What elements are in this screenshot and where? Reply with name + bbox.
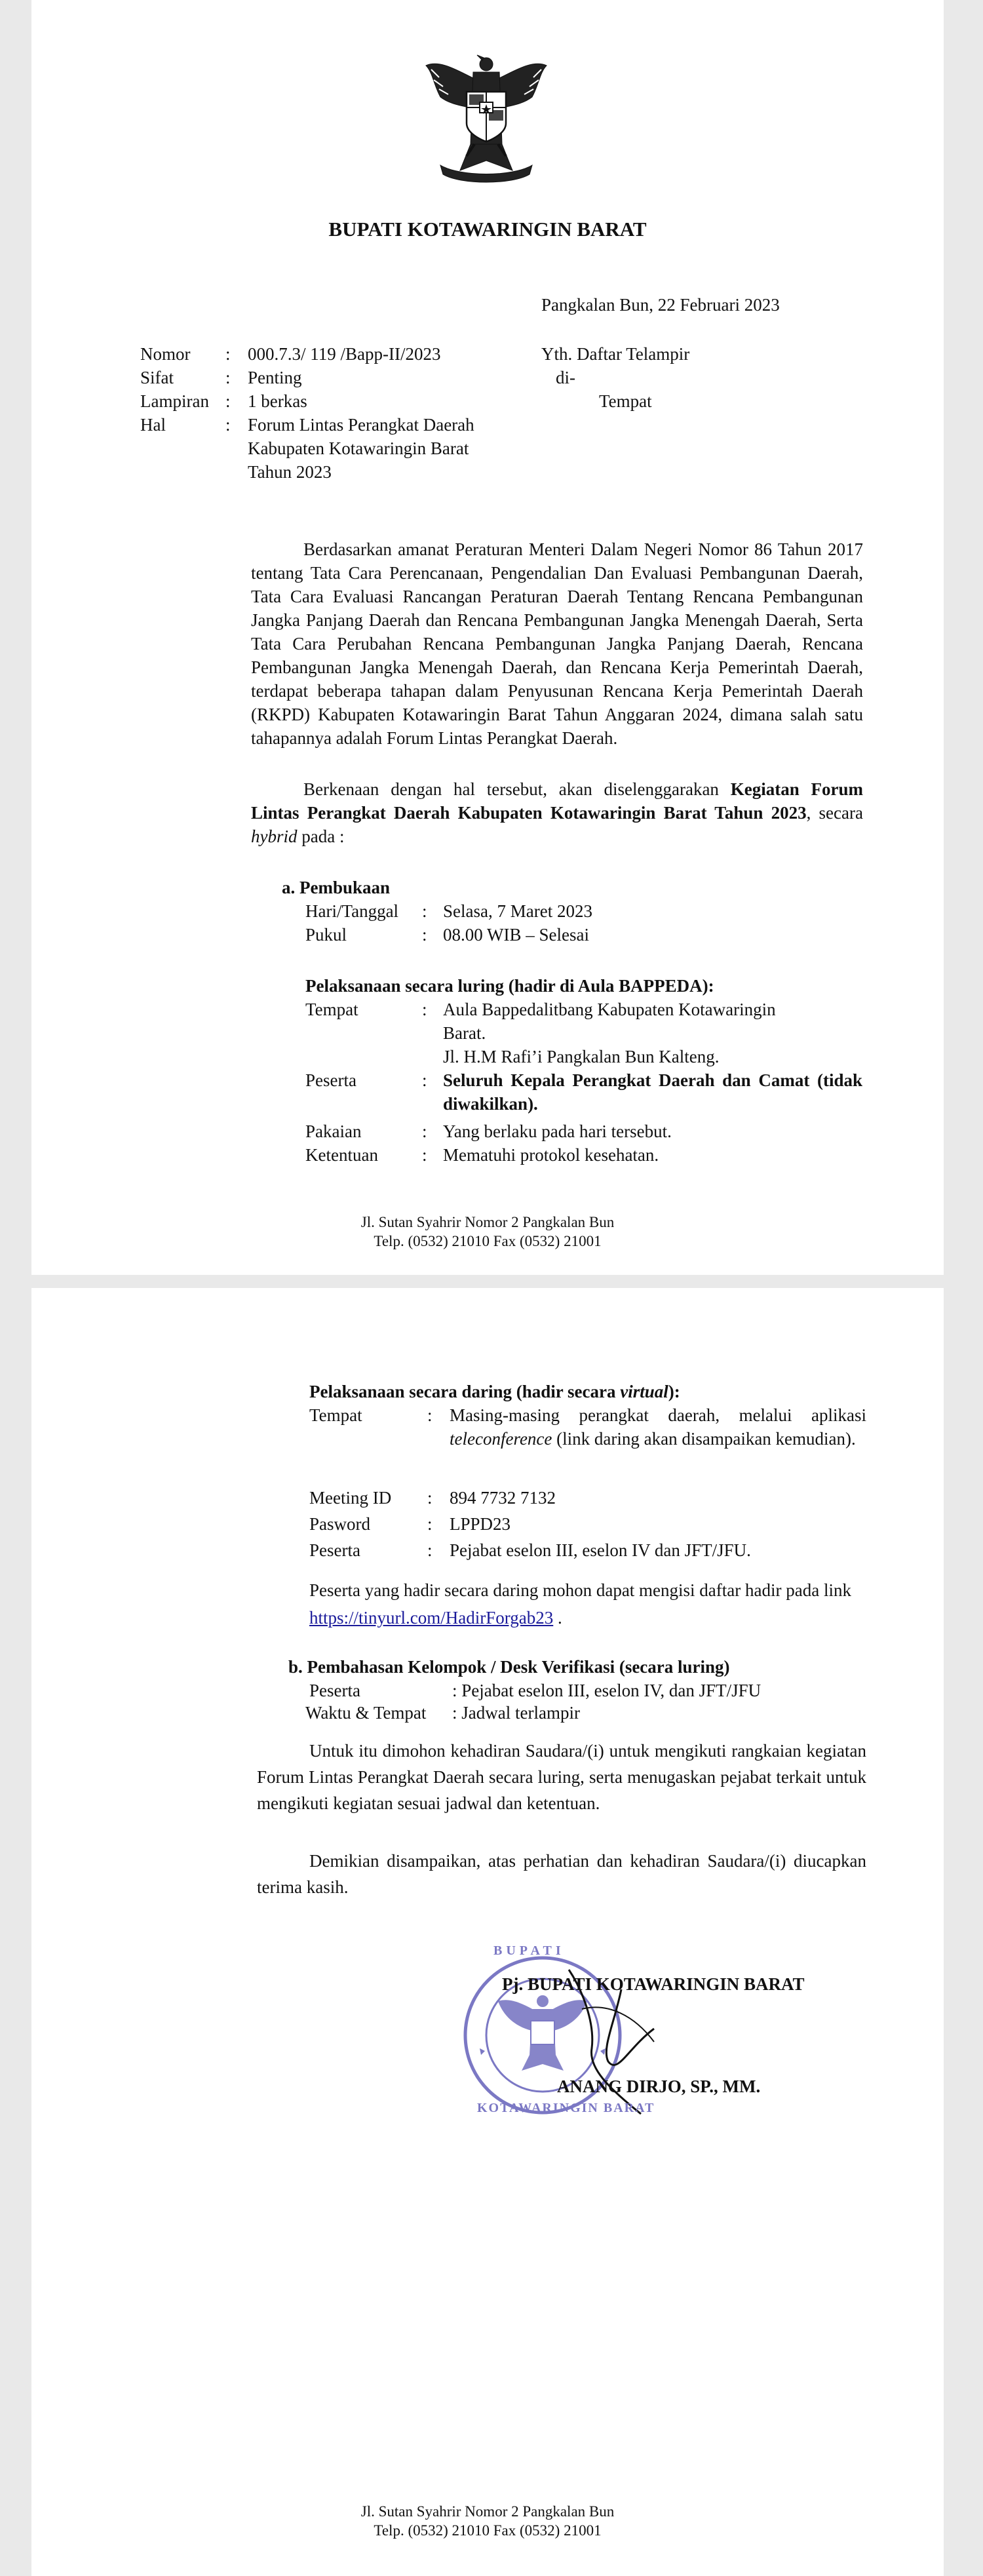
meta-nomor-label: Nomor [140,344,191,364]
colon: : [427,1540,433,1560]
peserta-label: Peserta [305,1070,357,1090]
letter-page-2 [31,1288,944,2576]
meta-colon: : [225,344,231,364]
luring-heading: Pelaksanaan secara luring (hadir di Aula BAPPEDA): [305,976,714,996]
pukul-value: 08.00 WIB – Selesai [443,925,589,945]
footer-line1: Jl. Sutan Syahrir Nomor 2 Pangkalan Bun [360,1214,615,1230]
daring-heading-a: Pelaksanaan secara daring (hadir secara [309,1382,621,1401]
daring-note-c: . [553,1608,562,1628]
daring-heading-c: ): [668,1382,680,1401]
colon: : [427,1488,433,1508]
password-value: LPPD23 [450,1514,511,1534]
meta-colon: : [225,415,231,435]
meta-colon: : [225,368,231,387]
signatory-title: Pj. BUPATI KOTAWARINGIN BARAT [502,1974,805,1994]
meeting-id-label: Meeting ID [309,1488,392,1508]
colon: : [422,1122,427,1141]
letterhead-title: BUPATI KOTAWARINGIN BARAT [328,218,647,241]
daring-peserta-value: Pejabat eselon III, eselon IV dan JFT/JFU. [450,1540,751,1560]
ketentuan-value: Mematuhi protokol kesehatan. [443,1145,659,1165]
colon: : [427,1405,433,1425]
closing-paragraph-2: Demikian disampaikan, atas perhatian dan kehadiran Saudara/(i) diucapkan terima kasih. [257,1851,866,1897]
footer-line2: Telp. (0532) 21010 Fax (0532) 21001 [374,1233,602,1249]
colon: : [422,1070,427,1090]
daring-tempat-c: (link daring akan disampaikan kemudian). [552,1429,856,1449]
daring-tempat-teleconference: teleconference [450,1429,552,1449]
letter-page-1 [31,0,944,1275]
colon: : [422,1000,427,1019]
section-a-heading: a. Pembukaan [282,878,391,897]
meeting-id-value: 894 7732 7132 [450,1488,556,1508]
ketentuan-label: Ketentuan [305,1145,378,1165]
password-label: Pasword [309,1514,370,1534]
daring-heading [309,1380,680,1403]
meta-lampiran-value: 1 berkas [248,391,307,411]
hari-value: Selasa, 7 Maret 2023 [443,901,592,921]
daring-peserta-label: Peserta [309,1540,360,1560]
daring-note-a: Peserta yang hadir secara daring mohon dapat mengisi daftar hadir pada link [309,1580,851,1600]
hari-label: Hari/Tanggal [305,901,399,921]
meta-sifat-value: Penting [248,368,302,387]
pakaian-value: Yang berlaku pada hari tersebut. [443,1122,672,1141]
tempat-label: Tempat [305,1000,358,1019]
p2-text-e: pada : [297,827,345,846]
meta-hal-line1: Forum Lintas Perangkat Daerah [248,415,474,435]
attendance-link[interactable]: https://tinyurl.com/HadirForgab23 [309,1608,554,1628]
closing-paragraph-1: Untuk itu dimohon kehadiran Saudara/(i) untuk mengikuti rangkaian kegiatan Forum Lintas Perangkat Daerah secara luring, serta menugaskan pejabat terkait untuk mengikuti kegiatan sesuai jadwal dan ketentuan. [257,1741,866,1813]
meta-hal-line3: Tahun 2023 [248,462,332,482]
stamp-top-text: BUPATI [493,1943,565,1958]
tempat-line2: Jl. H.M Rafi’i Pangkalan Bun Kalteng. [443,1047,720,1066]
meta-sifat-label: Sifat [140,368,174,387]
daring-heading-virtual: virtual [620,1382,668,1401]
stamp-bottom-text: KOTAWARINGIN BARAT [477,2101,655,2115]
colon: : [422,901,427,921]
footer-address [31,2502,944,2540]
p2-hybrid: hybrid [251,827,298,846]
section-b-waktu-label: Waktu & Tempat [305,1703,427,1723]
pakaian-label: Pakaian [305,1122,362,1141]
meta-colon: : [225,391,231,411]
meta-hal-line2: Kabupaten Kotawaringin Barat [248,439,469,458]
footer-line1: Jl. Sutan Syahrir Nomor 2 Pangkalan Bun [360,2503,615,2520]
section-b-waktu-value: : Jadwal terlampir [452,1703,580,1723]
body-paragraph-2 [251,777,863,848]
garuda-emblem-icon [414,46,558,190]
footer-line2: Telp. (0532) 21010 Fax (0532) 21001 [374,2522,602,2539]
section-b-peserta-value: : Pejabat eselon III, eselon IV, dan JFT/JFU [452,1681,761,1700]
signatory-name: ANANG DIRJO, SP., MM. [557,2077,761,2096]
meta-hal-label: Hal [140,415,166,435]
footer-address [31,1213,944,1251]
p2-event-name: Kegiatan Forum Lintas Perangkat Daerah Kabupaten Kotawaringin Barat Tahun 2023 [251,779,864,823]
tempat-line1: Aula Bappedalitbang Kabupaten Kotawaringin Barat. [443,1000,776,1043]
section-b-peserta-label: Peserta [309,1681,360,1700]
section-b-heading: b. Pembahasan Kelompok / Desk Verifikasi (secara luring) [288,1657,730,1677]
meta-nomor-value: 000.7.3/ 119 /Bapp-II/2023 [248,344,441,364]
daring-tempat-a: Masing-masing perangkat daerah, melalui aplikasi [450,1405,866,1425]
p2-text-c: , secara [806,803,863,823]
recipient-line2: di- [556,368,575,387]
meta-lampiran-label: Lampiran [140,391,209,411]
daring-note [309,1576,866,1631]
colon: : [427,1514,433,1534]
recipient-line3: Tempat [599,391,652,411]
pukul-label: Pukul [305,925,347,945]
colon: : [422,1145,427,1165]
p2-text-a: Berkenaan dengan hal tersebut, akan diselenggarakan [303,779,731,799]
daring-tempat-label: Tempat [309,1405,362,1425]
peserta-value: Seluruh Kepala Perangkat Daerah dan Camat (tidak diwakilkan). [443,1070,862,1114]
colon: : [422,925,427,945]
letter-date: Pangkalan Bun, 22 Februari 2023 [541,295,780,315]
recipient-line1: Yth. Daftar Telampir [541,344,690,364]
daring-tempat-value [450,1403,866,1451]
body-paragraph-1: Berdasarkan amanat Peraturan Menteri Dalam Negeri Nomor 86 Tahun 2017 tentang Tata Cara Perencanaan, Pengendalian Dan Evaluasi Pembangunan Daerah, Tata Cara Evaluasi Rancangan Peraturan Daerah Tentang Rencana Pembangunan Jangka Panjang Daerah dan Rencana Pembangunan Jangka Menengah Daerah, Serta Tata Cara Perubahan Rencana Pembangunan Jangka Panjang Daerah, Rencana Pembangunan Jangka Menengah Daerah, dan Rencana Kerja Pemerintah Daerah, terdapat beberapa tahapan dalam Penyusunan Rencana Kerja Pemerintah Daerah (RKPD) Kabupaten Kotawaringin Barat Tahun Anggaran 2024, dimana salah satu tahapannya adalah Forum Lintas Perangkat Daerah. [251,539,863,748]
